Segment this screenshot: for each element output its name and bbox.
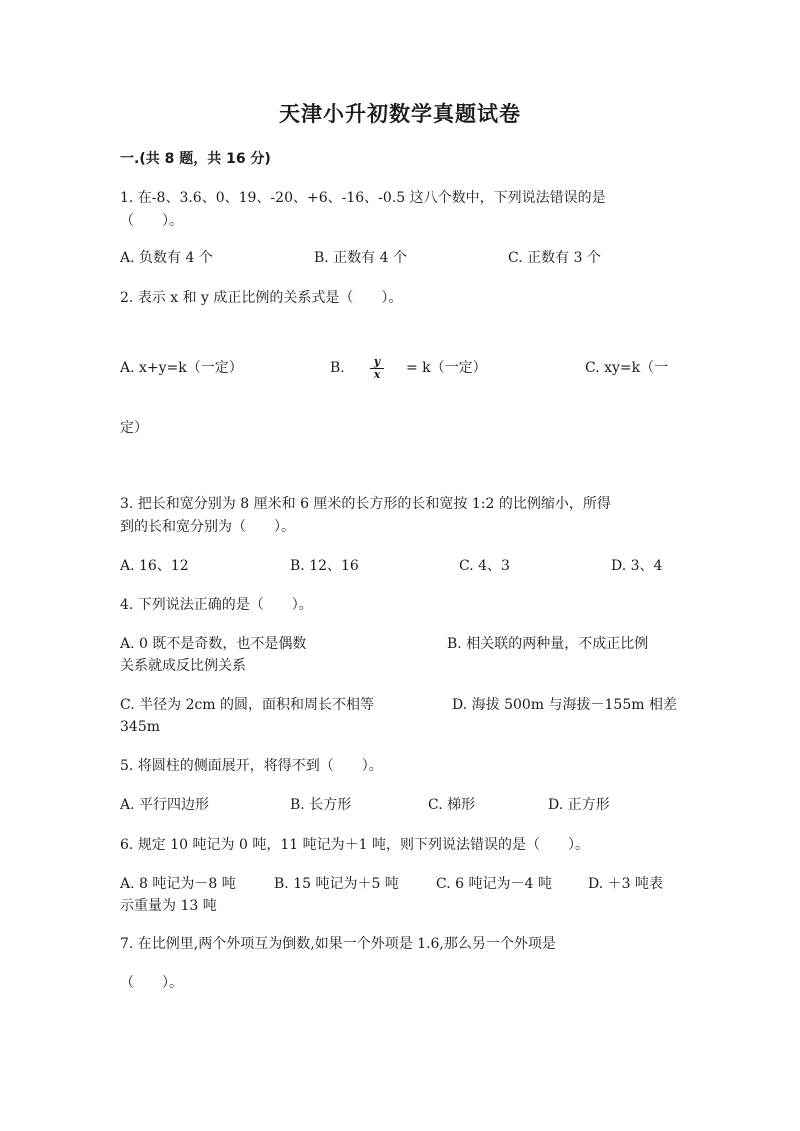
section-heading: 一.(共 8 题，共 16 分) bbox=[120, 151, 271, 167]
option-b: B. 12、16 bbox=[290, 558, 359, 574]
question-stem: 7. 在比例里,两个外项互为倒数,如果一个外项是 1.6,那么另一个外项是 bbox=[120, 936, 556, 952]
option-d-continued: 345m bbox=[120, 719, 160, 735]
page-title: 天津小升初数学真题试卷 bbox=[279, 102, 521, 126]
question-stem: 3. 把长和宽分别为 8 厘米和 6 厘米的长方形的长和宽按 1:2 的比例缩小，所得 bbox=[120, 496, 611, 512]
option-b: B. 相关联的两种量，不成正比例 bbox=[447, 636, 649, 652]
option-b: B. 长方形 bbox=[290, 797, 352, 813]
question-stem-continued: 到的长和宽分别为（ ）。 bbox=[120, 519, 295, 535]
question-stem: 6. 规定 10 吨记为 0 吨，11 吨记为＋1 吨，则下列说法错误的是（ ）。 bbox=[120, 837, 589, 853]
option-c-continued: 定） bbox=[120, 420, 148, 436]
option-c: C. xy=k（一 bbox=[585, 360, 669, 376]
question-stem: 5. 将圆柱的侧面展开，将得不到（ ）。 bbox=[120, 758, 383, 774]
option-b-label: B. bbox=[330, 360, 345, 376]
option-d: D. ＋3 吨表 bbox=[588, 876, 663, 892]
fraction-y-over-x bbox=[370, 356, 384, 381]
option-d: D. 正方形 bbox=[548, 797, 610, 813]
option-c: C. 6 吨记为－4 吨 bbox=[436, 876, 552, 892]
option-b-continued: 关系就成反比例关系 bbox=[120, 658, 246, 674]
option-a: A. 负数有 4 个 bbox=[120, 250, 213, 266]
question-stem: 2. 表示 x 和 y 成正比例的关系式是（ ）。 bbox=[120, 290, 403, 306]
option-a: A. 8 吨记为－8 吨 bbox=[120, 876, 236, 892]
option-a: A. 16、12 bbox=[120, 558, 189, 574]
fraction-denominator: x bbox=[370, 368, 384, 381]
fraction-numerator: y bbox=[373, 355, 381, 368]
option-a: A. x+y=k（一定） bbox=[120, 360, 243, 376]
option-c: C. 梯形 bbox=[428, 797, 476, 813]
option-d-continued: 示重量为 13 吨 bbox=[120, 898, 217, 914]
question-stem-continued: （ ）。 bbox=[120, 975, 183, 991]
question-stem-continued: （ ）。 bbox=[120, 213, 183, 229]
option-b: B. 15 吨记为＋5 吨 bbox=[274, 876, 399, 892]
option-a: A. 0 既不是奇数，也不是偶数 bbox=[120, 636, 307, 652]
question-stem: 4. 下列说法正确的是（ ）。 bbox=[120, 597, 313, 613]
question-stem: 1. 在-8、3.6、0、19、-20、+6、-16、-0.5 这八个数中，下列说法错误的是 bbox=[120, 190, 606, 206]
option-b-equation: = k（一定） bbox=[406, 360, 487, 376]
option-d: D. 3、4 bbox=[611, 558, 663, 574]
option-a: A. 平行四边形 bbox=[120, 797, 210, 813]
option-c: C. 4、3 bbox=[459, 558, 510, 574]
option-c: C. 正数有 3 个 bbox=[508, 250, 601, 266]
option-c: C. 半径为 2cm 的圆，面积和周长不相等 bbox=[120, 697, 375, 713]
option-d: D. 海拔 500m 与海拔－155m 相差 bbox=[452, 697, 677, 713]
option-b: B. 正数有 4 个 bbox=[314, 250, 407, 266]
